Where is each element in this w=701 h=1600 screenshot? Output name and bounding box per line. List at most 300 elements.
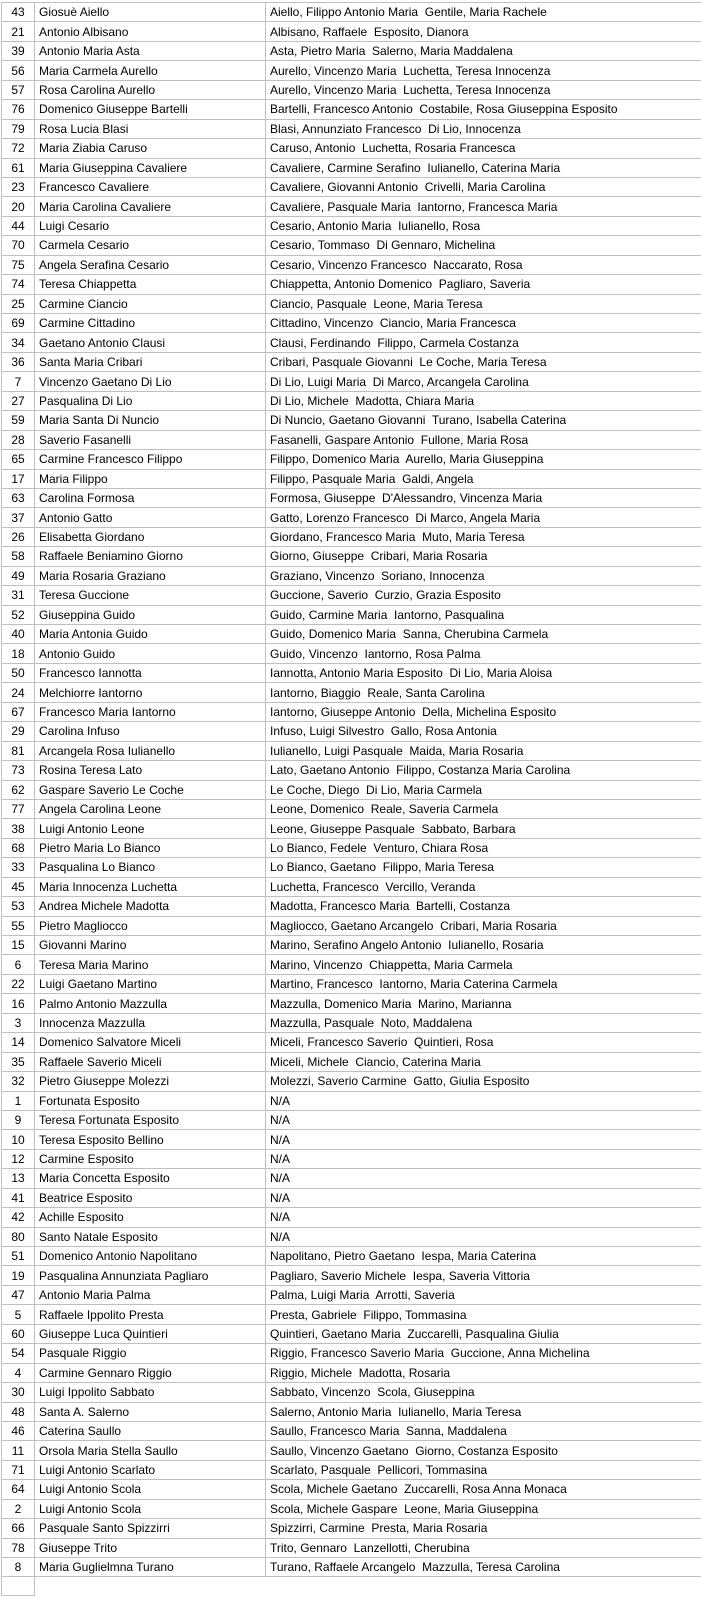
table-footer — [2, 1577, 701, 1596]
row-id-cell[interactable]: 81 — [2, 741, 35, 760]
table-row — [2, 1227, 701, 1246]
row-id-cell[interactable]: 32 — [2, 1072, 35, 1091]
row-id-cell[interactable]: 42 — [2, 1208, 35, 1227]
row-name-cell[interactable]: Angela Carolina Leone — [35, 799, 266, 818]
row-id-cell[interactable]: 53 — [2, 897, 35, 916]
row-parents-cell[interactable]: Aurello, Vincenzo Maria Luchetta, Teresa Innocenza — [266, 80, 701, 99]
row-parents-cell[interactable]: N/A — [266, 1208, 701, 1227]
row-parents-cell[interactable]: Di Lio, Michele Madotta, Chiara Maria — [266, 391, 701, 410]
table-row — [2, 450, 701, 469]
row-id-cell[interactable]: 5 — [2, 1305, 35, 1324]
row-id-cell[interactable]: 57 — [2, 80, 35, 99]
row-name-cell[interactable]: Carmine Cittadino — [35, 314, 266, 333]
row-name-cell[interactable]: Antonio Guido — [35, 644, 266, 663]
empty-id-cell[interactable] — [2, 1577, 35, 1596]
row-id-cell[interactable]: 38 — [2, 819, 35, 838]
table-row — [2, 683, 701, 702]
row-id-cell[interactable]: 6 — [2, 955, 35, 974]
row-name-cell[interactable]: Luigi Antonio Scola — [35, 1480, 266, 1499]
row-parents-cell[interactable]: Iannotta, Antonio Maria Esposito Di Lio, Maria Aloisa — [266, 663, 701, 682]
row-parents-cell[interactable]: Albisano, Raffaele Esposito, Dianora — [266, 22, 701, 41]
row-id-cell[interactable]: 12 — [2, 1149, 35, 1168]
row-name-cell[interactable]: Luigi Antonio Scarlato — [35, 1460, 266, 1479]
row-id-cell[interactable]: 69 — [2, 314, 35, 333]
row-name-cell[interactable]: Pasqualina Annunziata Pagliaro — [35, 1266, 266, 1285]
table-row — [2, 1363, 701, 1382]
row-id-cell[interactable]: 56 — [2, 61, 35, 80]
row-parents-cell[interactable]: N/A — [266, 1130, 701, 1149]
row-name-cell[interactable]: Maria Antonia Guido — [35, 625, 266, 644]
table-row — [2, 1266, 701, 1285]
row-parents-cell[interactable]: Marino, Vincenzo Chiappetta, Maria Carmela — [266, 955, 701, 974]
row-id-cell[interactable]: 47 — [2, 1285, 35, 1304]
row-name-cell[interactable]: Maria Carmela Aurello — [35, 61, 266, 80]
row-parents-cell[interactable]: Riggio, Francesco Saverio Maria Guccione, Anna Michelina — [266, 1344, 701, 1363]
row-parents-cell[interactable]: N/A — [266, 1091, 701, 1110]
table-row — [2, 391, 701, 410]
row-name-cell[interactable]: Maria Rosaria Graziano — [35, 566, 266, 585]
row-parents-cell[interactable]: Marino, Serafino Angelo Antonio Iulianello, Rosaria — [266, 936, 701, 955]
row-parents-cell[interactable]: Scarlato, Pasquale Pellicori, Tommasina — [266, 1460, 701, 1479]
row-parents-cell[interactable]: Formosa, Giuseppe D'Alessandro, Vincenza Maria — [266, 488, 701, 507]
row-name-cell[interactable]: Luigi Ippolito Sabbato — [35, 1383, 266, 1402]
row-parents-cell[interactable]: Cittadino, Vincenzo Ciancio, Maria Francesca — [266, 314, 701, 333]
row-id-cell[interactable]: 67 — [2, 702, 35, 721]
row-id-cell[interactable]: 46 — [2, 1421, 35, 1440]
table-row — [2, 3, 701, 22]
row-name-cell[interactable]: Gaspare Saverio Le Coche — [35, 780, 266, 799]
row-parents-cell[interactable]: Miceli, Francesco Saverio Quintieri, Rosa — [266, 1033, 701, 1052]
row-id-cell[interactable]: 9 — [2, 1110, 35, 1129]
row-id-cell[interactable]: 31 — [2, 586, 35, 605]
row-id-cell[interactable]: 22 — [2, 974, 35, 993]
row-id-cell[interactable]: 78 — [2, 1538, 35, 1557]
row-name-cell[interactable]: Luigi Cesario — [35, 216, 266, 235]
row-parents-cell[interactable]: Aurello, Vincenzo Maria Luchetta, Teresa Innocenza — [266, 61, 701, 80]
row-name-cell[interactable]: Carmine Gennaro Riggio — [35, 1363, 266, 1382]
row-parents-cell[interactable]: N/A — [266, 1110, 701, 1129]
row-parents-cell[interactable]: Infuso, Luigi Silvestro Gallo, Rosa Antonia — [266, 722, 701, 741]
row-name-cell[interactable]: Carmine Esposito — [35, 1149, 266, 1168]
row-name-cell[interactable]: Carmela Cesario — [35, 236, 266, 255]
row-parents-cell[interactable]: Giorno, Giuseppe Cribari, Maria Rosaria — [266, 547, 701, 566]
row-id-cell[interactable]: 19 — [2, 1266, 35, 1285]
table-row — [2, 1324, 701, 1343]
row-id-cell[interactable]: 15 — [2, 936, 35, 955]
row-parents-cell[interactable]: Cavaliere, Giovanni Antonio Crivelli, Maria Carolina — [266, 177, 701, 196]
table-row — [2, 236, 701, 255]
row-parents-cell[interactable]: Pagliaro, Saverio Michele Iespa, Saveria Vittoria — [266, 1266, 701, 1285]
row-id-cell[interactable]: 72 — [2, 139, 35, 158]
table-row — [2, 352, 701, 371]
row-parents-cell[interactable]: Saullo, Francesco Maria Sanna, Maddalena — [266, 1421, 701, 1440]
table-row — [2, 1208, 701, 1227]
row-id-cell[interactable]: 54 — [2, 1344, 35, 1363]
row-parents-cell[interactable]: Lato, Gaetano Antonio Filippo, Costanza Maria Carolina — [266, 761, 701, 780]
row-id-cell[interactable]: 8 — [2, 1558, 35, 1577]
row-parents-cell[interactable]: Lo Bianco, Fedele Venturo, Chiara Rosa — [266, 838, 701, 857]
row-parents-cell[interactable]: Cesario, Vincenzo Francesco Naccarato, Rosa — [266, 255, 701, 274]
table-row — [2, 333, 701, 352]
row-id-cell[interactable]: 70 — [2, 236, 35, 255]
row-parents-cell[interactable]: Guido, Vincenzo Iantorno, Rosa Palma — [266, 644, 701, 663]
table-row — [2, 488, 701, 507]
row-parents-cell[interactable]: N/A — [266, 1169, 701, 1188]
row-id-cell[interactable]: 75 — [2, 255, 35, 274]
row-id-cell[interactable]: 50 — [2, 663, 35, 682]
table-row — [2, 1460, 701, 1479]
row-name-cell[interactable]: Giuseppe Luca Quintieri — [35, 1324, 266, 1343]
row-parents-cell[interactable]: Cavaliere, Pasquale Maria Iantorno, Francesca Maria — [266, 197, 701, 216]
table-row — [2, 1052, 701, 1071]
row-parents-cell[interactable]: Graziano, Vincenzo Soriano, Innocenza — [266, 566, 701, 585]
row-name-cell[interactable]: Luigi Gaetano Martino — [35, 974, 266, 993]
row-parents-cell[interactable]: Guccione, Saverio Curzio, Grazia Esposito — [266, 586, 701, 605]
row-parents-cell[interactable]: Cavaliere, Carmine Serafino Iulianello, Caterina Maria — [266, 158, 701, 177]
row-parents-cell[interactable]: Iantorno, Biaggio Reale, Santa Carolina — [266, 683, 701, 702]
row-name-cell[interactable]: Pietro Maria Lo Bianco — [35, 838, 266, 857]
row-parents-cell[interactable]: Gatto, Lorenzo Francesco Di Marco, Angela Maria — [266, 508, 701, 527]
row-id-cell[interactable]: 34 — [2, 333, 35, 352]
row-id-cell[interactable]: 25 — [2, 294, 35, 313]
table-row — [2, 1519, 701, 1538]
table-row — [2, 314, 701, 333]
row-parents-cell[interactable]: Mazzulla, Pasquale Noto, Maddalena — [266, 1013, 701, 1032]
row-parents-cell[interactable]: Guido, Domenico Maria Sanna, Cherubina Carmela — [266, 625, 701, 644]
row-id-cell[interactable]: 21 — [2, 22, 35, 41]
table-row — [2, 508, 701, 527]
row-parents-cell[interactable]: Caruso, Antonio Luchetta, Rosaria Francesca — [266, 139, 701, 158]
table-row — [2, 974, 701, 993]
table-row — [2, 1499, 701, 1518]
row-name-cell[interactable]: Palmo Antonio Mazzulla — [35, 994, 266, 1013]
row-id-cell[interactable]: 11 — [2, 1441, 35, 1460]
table-row — [2, 1558, 701, 1577]
row-parents-cell[interactable]: Di Lio, Luigi Maria Di Marco, Arcangela Carolina — [266, 372, 701, 391]
row-parents-cell[interactable]: Mazzulla, Domenico Maria Marino, Marianna — [266, 994, 701, 1013]
row-parents-cell[interactable]: Fasanelli, Gaspare Antonio Fullone, Maria Rosa — [266, 430, 701, 449]
row-parents-cell[interactable]: Spizzirri, Carmine Presta, Maria Rosaria — [266, 1519, 701, 1538]
row-id-cell[interactable]: 63 — [2, 488, 35, 507]
row-parents-cell[interactable]: Asta, Pietro Maria Salerno, Maria Maddalena — [266, 41, 701, 60]
row-name-cell[interactable]: Carmine Ciancio — [35, 294, 266, 313]
row-name-cell[interactable]: Raffaele Beniamino Giorno — [35, 547, 266, 566]
row-name-cell[interactable]: Giuseppina Guido — [35, 605, 266, 624]
row-parents-cell[interactable]: N/A — [266, 1227, 701, 1246]
row-name-cell[interactable]: Francesco Cavaliere — [35, 177, 266, 196]
row-id-cell[interactable]: 4 — [2, 1363, 35, 1382]
table-row — [2, 411, 701, 430]
row-id-cell[interactable]: 2 — [2, 1499, 35, 1518]
row-id-cell[interactable]: 60 — [2, 1324, 35, 1343]
row-id-cell[interactable]: 55 — [2, 916, 35, 935]
row-id-cell[interactable]: 71 — [2, 1460, 35, 1479]
row-name-cell[interactable]: Giovanni Marino — [35, 936, 266, 955]
row-name-cell[interactable]: Maria Innocenza Luchetta — [35, 877, 266, 896]
row-name-cell[interactable]: Rosina Teresa Lato — [35, 761, 266, 780]
row-id-cell[interactable]: 17 — [2, 469, 35, 488]
row-id-cell[interactable]: 49 — [2, 566, 35, 585]
row-parents-cell[interactable]: Aiello, Filippo Antonio Maria Gentile, Maria Rachele — [266, 3, 701, 22]
row-parents-cell[interactable]: Molezzi, Saverio Carmine Gatto, Giulia Esposito — [266, 1072, 701, 1091]
row-parents-cell[interactable]: Giordano, Francesco Maria Muto, Maria Teresa — [266, 527, 701, 546]
row-id-cell[interactable]: 45 — [2, 877, 35, 896]
row-name-cell[interactable]: Gaetano Antonio Clausi — [35, 333, 266, 352]
table-row — [2, 197, 701, 216]
table-row — [2, 994, 701, 1013]
row-id-cell[interactable]: 28 — [2, 430, 35, 449]
row-parents-cell[interactable]: Leone, Giuseppe Pasquale Sabbato, Barbara — [266, 819, 701, 838]
row-name-cell[interactable]: Maria Carolina Cavaliere — [35, 197, 266, 216]
table-row — [2, 1402, 701, 1421]
row-id-cell[interactable]: 44 — [2, 216, 35, 235]
row-name-cell[interactable]: Domenico Antonio Napolitano — [35, 1247, 266, 1266]
row-name-cell[interactable]: Innocenza Mazzulla — [35, 1013, 266, 1032]
row-name-cell[interactable]: Elisabetta Giordano — [35, 527, 266, 546]
table-row — [2, 372, 701, 391]
table-row — [2, 1091, 701, 1110]
row-id-cell[interactable]: 52 — [2, 605, 35, 624]
row-parents-cell[interactable]: Trito, Gennaro Lanzellotti, Cherubina — [266, 1538, 701, 1557]
row-id-cell[interactable]: 23 — [2, 177, 35, 196]
row-id-cell[interactable]: 40 — [2, 625, 35, 644]
row-id-cell[interactable]: 51 — [2, 1247, 35, 1266]
row-name-cell[interactable]: Santo Natale Esposito — [35, 1227, 266, 1246]
table-row — [2, 858, 701, 877]
table-row — [2, 644, 701, 663]
row-id-cell[interactable]: 77 — [2, 799, 35, 818]
row-parents-cell[interactable]: Le Coche, Diego Di Lio, Maria Carmela — [266, 780, 701, 799]
row-parents-cell[interactable]: N/A — [266, 1188, 701, 1207]
row-name-cell[interactable]: Pietro Magliocco — [35, 916, 266, 935]
row-name-cell[interactable]: Santa A. Salerno — [35, 1402, 266, 1421]
row-parents-cell[interactable]: Sabbato, Vincenzo Scola, Giuseppina — [266, 1383, 701, 1402]
empty-name-cell — [35, 1577, 266, 1596]
table-row — [2, 527, 701, 546]
row-parents-cell[interactable]: Lo Bianco, Gaetano Filippo, Maria Teresa — [266, 858, 701, 877]
row-parents-cell[interactable]: Blasi, Annunziato Francesco Di Lio, Innocenza — [266, 119, 701, 138]
row-name-cell[interactable]: Pasquale Riggio — [35, 1344, 266, 1363]
row-name-cell[interactable]: Beatrice Esposito — [35, 1188, 266, 1207]
row-parents-cell[interactable]: Filippo, Pasquale Maria Galdi, Angela — [266, 469, 701, 488]
table-row — [2, 275, 701, 294]
row-parents-cell[interactable]: Chiappetta, Antonio Domenico Pagliaro, Saveria — [266, 275, 701, 294]
row-id-cell[interactable]: 13 — [2, 1169, 35, 1188]
table-row — [2, 216, 701, 235]
row-name-cell[interactable]: Santa Maria Cribari — [35, 352, 266, 371]
row-name-cell[interactable]: Antonio Albisano — [35, 22, 266, 41]
table-row — [2, 1285, 701, 1304]
row-name-cell[interactable]: Teresa Chiappetta — [35, 275, 266, 294]
row-name-cell[interactable]: Vincenzo Gaetano Di Lio — [35, 372, 266, 391]
table-row — [2, 1110, 701, 1129]
row-name-cell[interactable]: Maria Filippo — [35, 469, 266, 488]
row-id-cell[interactable]: 14 — [2, 1033, 35, 1052]
row-name-cell[interactable]: Teresa Maria Marino — [35, 955, 266, 974]
row-name-cell[interactable]: Pietro Giuseppe Molezzi — [35, 1072, 266, 1091]
row-id-cell[interactable]: 16 — [2, 994, 35, 1013]
table-row — [2, 430, 701, 449]
table-row — [2, 1383, 701, 1402]
row-name-cell[interactable]: Antonio Maria Palma — [35, 1285, 266, 1304]
row-id-cell[interactable]: 33 — [2, 858, 35, 877]
row-name-cell[interactable]: Pasqualina Di Lio — [35, 391, 266, 410]
row-name-cell[interactable]: Carmine Francesco Filippo — [35, 450, 266, 469]
row-id-cell[interactable]: 61 — [2, 158, 35, 177]
row-parents-cell[interactable]: Napolitano, Pietro Gaetano Iespa, Maria Caterina — [266, 1247, 701, 1266]
table-row — [2, 838, 701, 857]
row-id-cell[interactable]: 27 — [2, 391, 35, 410]
row-id-cell[interactable]: 79 — [2, 119, 35, 138]
row-parents-cell[interactable]: Scola, Michele Gaspare Leone, Maria Giuseppina — [266, 1499, 701, 1518]
table-row — [2, 294, 701, 313]
row-id-cell[interactable]: 73 — [2, 761, 35, 780]
row-id-cell[interactable]: 3 — [2, 1013, 35, 1032]
row-name-cell[interactable]: Achille Esposito — [35, 1208, 266, 1227]
table-row — [2, 936, 701, 955]
row-id-cell[interactable]: 37 — [2, 508, 35, 527]
row-id-cell[interactable]: 80 — [2, 1227, 35, 1246]
row-id-cell[interactable]: 41 — [2, 1188, 35, 1207]
row-name-cell[interactable]: Angela Serafina Cesario — [35, 255, 266, 274]
row-name-cell[interactable]: Maria Giuseppina Cavaliere — [35, 158, 266, 177]
table-row — [2, 22, 701, 41]
row-name-cell[interactable]: Arcangela Rosa Iulianello — [35, 741, 266, 760]
row-name-cell[interactable]: Rosa Lucia Blasi — [35, 119, 266, 138]
row-name-cell[interactable]: Andrea Michele Madotta — [35, 897, 266, 916]
row-id-cell[interactable]: 24 — [2, 683, 35, 702]
row-parents-cell[interactable]: Cribari, Pasquale Giovanni Le Coche, Maria Teresa — [266, 352, 701, 371]
row-name-cell[interactable]: Teresa Guccione — [35, 586, 266, 605]
row-name-cell[interactable]: Maria Concetta Esposito — [35, 1169, 266, 1188]
row-id-cell[interactable]: 26 — [2, 527, 35, 546]
row-id-cell[interactable]: 7 — [2, 372, 35, 391]
row-parents-cell[interactable]: Quintieri, Gaetano Maria Zuccarelli, Pasqualina Giulia — [266, 1324, 701, 1343]
row-parents-cell[interactable]: Palma, Luigi Maria Arrotti, Saveria — [266, 1285, 701, 1304]
row-parents-cell[interactable]: Riggio, Michele Madotta, Rosaria — [266, 1363, 701, 1382]
row-id-cell[interactable]: 62 — [2, 780, 35, 799]
row-name-cell[interactable]: Orsola Maria Stella Saullo — [35, 1441, 266, 1460]
row-id-cell[interactable]: 20 — [2, 197, 35, 216]
row-id-cell[interactable]: 58 — [2, 547, 35, 566]
row-name-cell[interactable]: Teresa Fortunata Esposito — [35, 1110, 266, 1129]
row-name-cell[interactable]: Caterina Saullo — [35, 1421, 266, 1440]
row-parents-cell[interactable]: Madotta, Francesco Maria Bartelli, Costanza — [266, 897, 701, 916]
row-name-cell[interactable]: Carolina Infuso — [35, 722, 266, 741]
row-name-cell[interactable]: Saverio Fasanelli — [35, 430, 266, 449]
row-parents-cell[interactable]: Magliocco, Gaetano Arcangelo Cribari, Maria Rosaria — [266, 916, 701, 935]
row-name-cell[interactable]: Francesco Iannotta — [35, 663, 266, 682]
table-row — [2, 139, 701, 158]
table-row — [2, 722, 701, 741]
row-id-cell[interactable]: 66 — [2, 1519, 35, 1538]
row-id-cell[interactable]: 30 — [2, 1383, 35, 1402]
row-name-cell[interactable]: Pasquale Santo Spizzirri — [35, 1519, 266, 1538]
row-parents-cell[interactable]: Guido, Carmine Maria Iantorno, Pasqualina — [266, 605, 701, 624]
row-id-cell[interactable]: 48 — [2, 1402, 35, 1421]
row-parents-cell[interactable]: Salerno, Antonio Maria Iulianello, Maria Teresa — [266, 1402, 701, 1421]
row-id-cell[interactable]: 18 — [2, 644, 35, 663]
row-id-cell[interactable]: 29 — [2, 722, 35, 741]
row-id-cell[interactable]: 74 — [2, 275, 35, 294]
row-id-cell[interactable]: 10 — [2, 1130, 35, 1149]
row-id-cell[interactable]: 76 — [2, 100, 35, 119]
row-id-cell[interactable]: 64 — [2, 1480, 35, 1499]
row-name-cell[interactable]: Melchiorre Iantorno — [35, 683, 266, 702]
row-id-cell[interactable]: 65 — [2, 450, 35, 469]
row-name-cell[interactable]: Domenico Salvatore Miceli — [35, 1033, 266, 1052]
row-name-cell[interactable]: Raffaele Ippolito Presta — [35, 1305, 266, 1324]
row-parents-cell[interactable]: Di Nuncio, Gaetano Giovanni Turano, Isabella Caterina — [266, 411, 701, 430]
row-parents-cell[interactable]: Iulianello, Luigi Pasquale Maida, Maria Rosaria — [266, 741, 701, 760]
row-id-cell[interactable]: 59 — [2, 411, 35, 430]
table-row — [2, 1538, 701, 1557]
genealogy-table — [1, 2, 701, 1596]
table-row — [2, 158, 701, 177]
row-id-cell[interactable]: 1 — [2, 1091, 35, 1110]
row-name-cell[interactable]: Maria Ziabia Caruso — [35, 139, 266, 158]
row-name-cell[interactable]: Luigi Antonio Leone — [35, 819, 266, 838]
row-parents-cell[interactable]: Ciancio, Pasquale Leone, Maria Teresa — [266, 294, 701, 313]
row-id-cell[interactable]: 36 — [2, 352, 35, 371]
row-name-cell[interactable]: Teresa Esposito Bellino — [35, 1130, 266, 1149]
row-name-cell[interactable]: Francesco Maria Iantorno — [35, 702, 266, 721]
row-name-cell[interactable]: Giuseppe Trito — [35, 1538, 266, 1557]
row-parents-cell[interactable]: Presta, Gabriele Filippo, Tommasina — [266, 1305, 701, 1324]
row-name-cell[interactable]: Fortunata Esposito — [35, 1091, 266, 1110]
row-parents-cell[interactable]: Clausi, Ferdinando Filippo, Carmela Costanza — [266, 333, 701, 352]
row-name-cell[interactable]: Luigi Antonio Scola — [35, 1499, 266, 1518]
table-row — [2, 916, 701, 935]
row-name-cell[interactable]: Domenico Giuseppe Bartelli — [35, 100, 266, 119]
row-parents-cell[interactable]: Martino, Francesco Iantorno, Maria Caterina Carmela — [266, 974, 701, 993]
row-id-cell[interactable]: 68 — [2, 838, 35, 857]
row-parents-cell[interactable]: Saullo, Vincenzo Gaetano Giorno, Costanza Esposito — [266, 1441, 701, 1460]
table-row — [2, 1072, 701, 1091]
row-name-cell[interactable]: Antonio Maria Asta — [35, 41, 266, 60]
row-name-cell[interactable]: Maria Guglielmna Turano — [35, 1558, 266, 1577]
row-parents-cell[interactable]: Bartelli, Francesco Antonio Costabile, Rosa Giuseppina Esposito — [266, 100, 701, 119]
row-parents-cell[interactable]: Turano, Raffaele Arcangelo Mazzulla, Teresa Carolina — [266, 1558, 701, 1577]
row-name-cell[interactable]: Maria Santa Di Nuncio — [35, 411, 266, 430]
row-name-cell[interactable]: Carolina Formosa — [35, 488, 266, 507]
row-parents-cell[interactable]: Cesario, Tommaso Di Gennaro, Michelina — [266, 236, 701, 255]
row-parents-cell[interactable]: Scola, Michele Gaetano Zuccarelli, Rosa Anna Monaca — [266, 1480, 701, 1499]
row-name-cell[interactable]: Antonio Gatto — [35, 508, 266, 527]
table-row — [2, 1247, 701, 1266]
row-parents-cell[interactable]: Cesario, Antonio Maria Iulianello, Rosa — [266, 216, 701, 235]
row-parents-cell[interactable]: Leone, Domenico Reale, Saveria Carmela — [266, 799, 701, 818]
table-row — [2, 877, 701, 896]
row-name-cell[interactable]: Pasqualina Lo Bianco — [35, 858, 266, 877]
row-parents-cell[interactable]: Miceli, Michele Ciancio, Caterina Maria — [266, 1052, 701, 1071]
row-id-cell[interactable]: 39 — [2, 41, 35, 60]
row-parents-cell[interactable]: Iantorno, Giuseppe Antonio Della, Michelina Esposito — [266, 702, 701, 721]
row-name-cell[interactable]: Rosa Carolina Aurello — [35, 80, 266, 99]
table-row — [2, 1149, 701, 1168]
row-id-cell[interactable]: 43 — [2, 3, 35, 22]
table-row — [2, 41, 701, 60]
row-name-cell[interactable]: Raffaele Saverio Miceli — [35, 1052, 266, 1071]
row-parents-cell[interactable]: N/A — [266, 1149, 701, 1168]
table-row — [2, 1421, 701, 1440]
table-row — [2, 255, 701, 274]
row-name-cell[interactable]: Giosuè Aiello — [35, 3, 266, 22]
row-parents-cell[interactable]: Luchetta, Francesco Vercillo, Veranda — [266, 877, 701, 896]
table-row — [2, 1130, 701, 1149]
row-parents-cell[interactable]: Filippo, Domenico Maria Aurello, Maria Giuseppina — [266, 450, 701, 469]
row-id-cell[interactable]: 35 — [2, 1052, 35, 1071]
